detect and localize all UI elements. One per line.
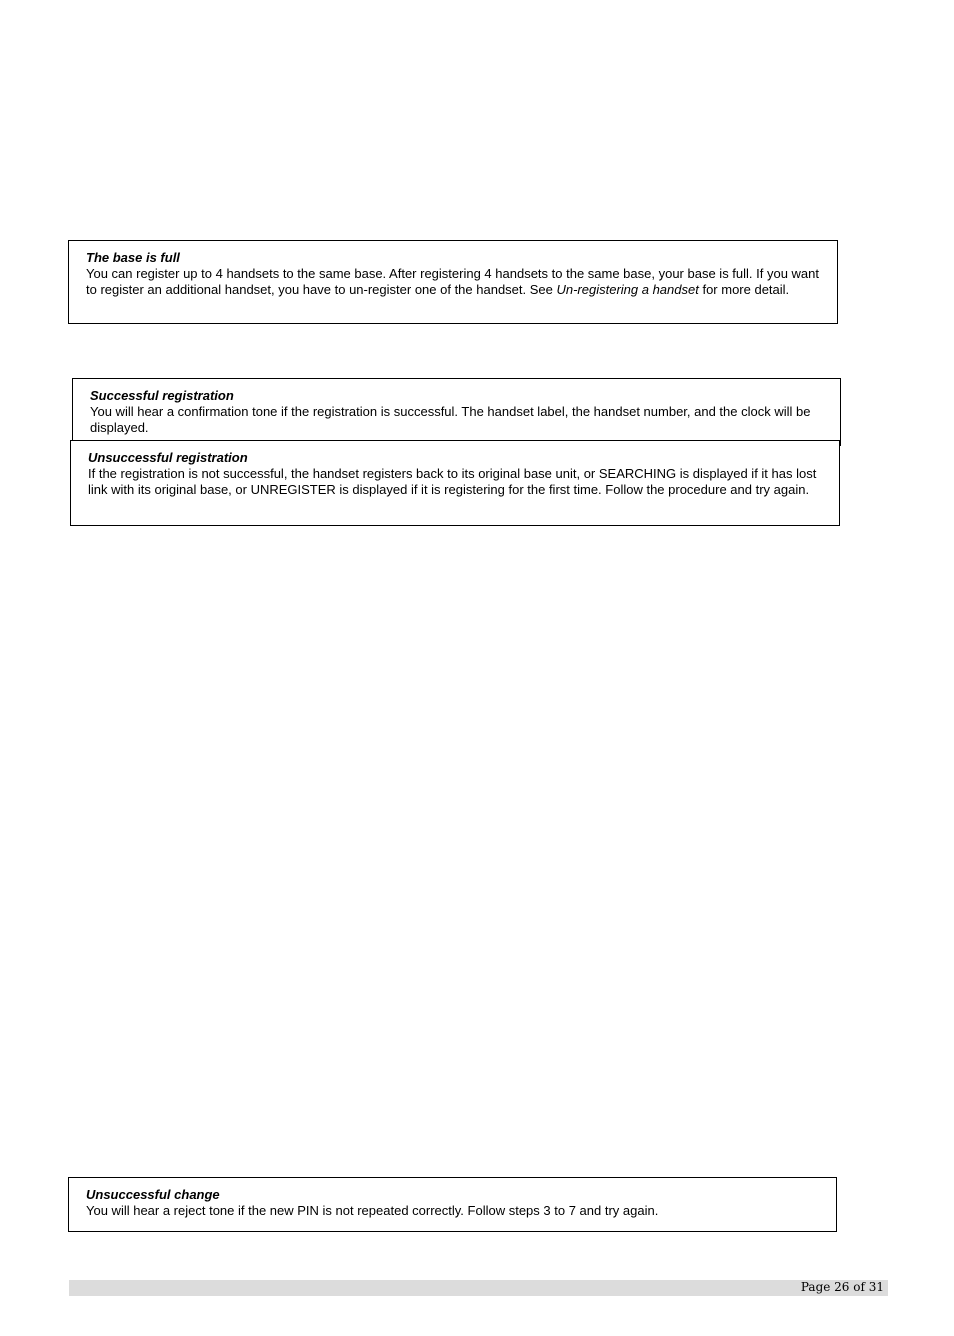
note-box-unsuccessful-change bbox=[68, 1177, 837, 1232]
note-title: Successful registration bbox=[90, 388, 234, 403]
page-footer bbox=[69, 1280, 888, 1296]
note-body: You will hear a reject tone if the new PIN is not repeated correctly. Follow steps 3 to 7 and try again. bbox=[86, 1203, 659, 1218]
note-body: You will hear a confirmation tone if the registration is successful. The handset label, the handset number, and the clock will be displayed. bbox=[90, 404, 811, 435]
note-body-text: for more detail. bbox=[698, 282, 790, 297]
note-title: Unsuccessful registration bbox=[88, 450, 248, 465]
note-body bbox=[86, 266, 827, 298]
note-body-text: You can register up to 4 handsets to the same base. After registering 4 handsets to the same base, your base is full. If you want to register an additional handset, you have to un-register one of the handset. See bbox=[86, 266, 820, 297]
note-body: If the registration is not successful, the handset registers back to its original base unit, or SEARCHING is displayed if it has lost link with its original base, or UNREGISTER is displayed if it is registering for the first time. Follow the procedure and try again. bbox=[88, 466, 817, 497]
note-box-successful-registration bbox=[72, 378, 841, 446]
note-box-unsuccessful-registration bbox=[70, 440, 840, 526]
note-title: Unsuccessful change bbox=[86, 1187, 220, 1202]
cross-reference: Un-registering a handset bbox=[556, 282, 699, 297]
note-box-base-full bbox=[68, 240, 838, 324]
note-title: The base is full bbox=[86, 250, 180, 265]
page-number: Page 26 of 31 bbox=[800, 1280, 884, 1294]
